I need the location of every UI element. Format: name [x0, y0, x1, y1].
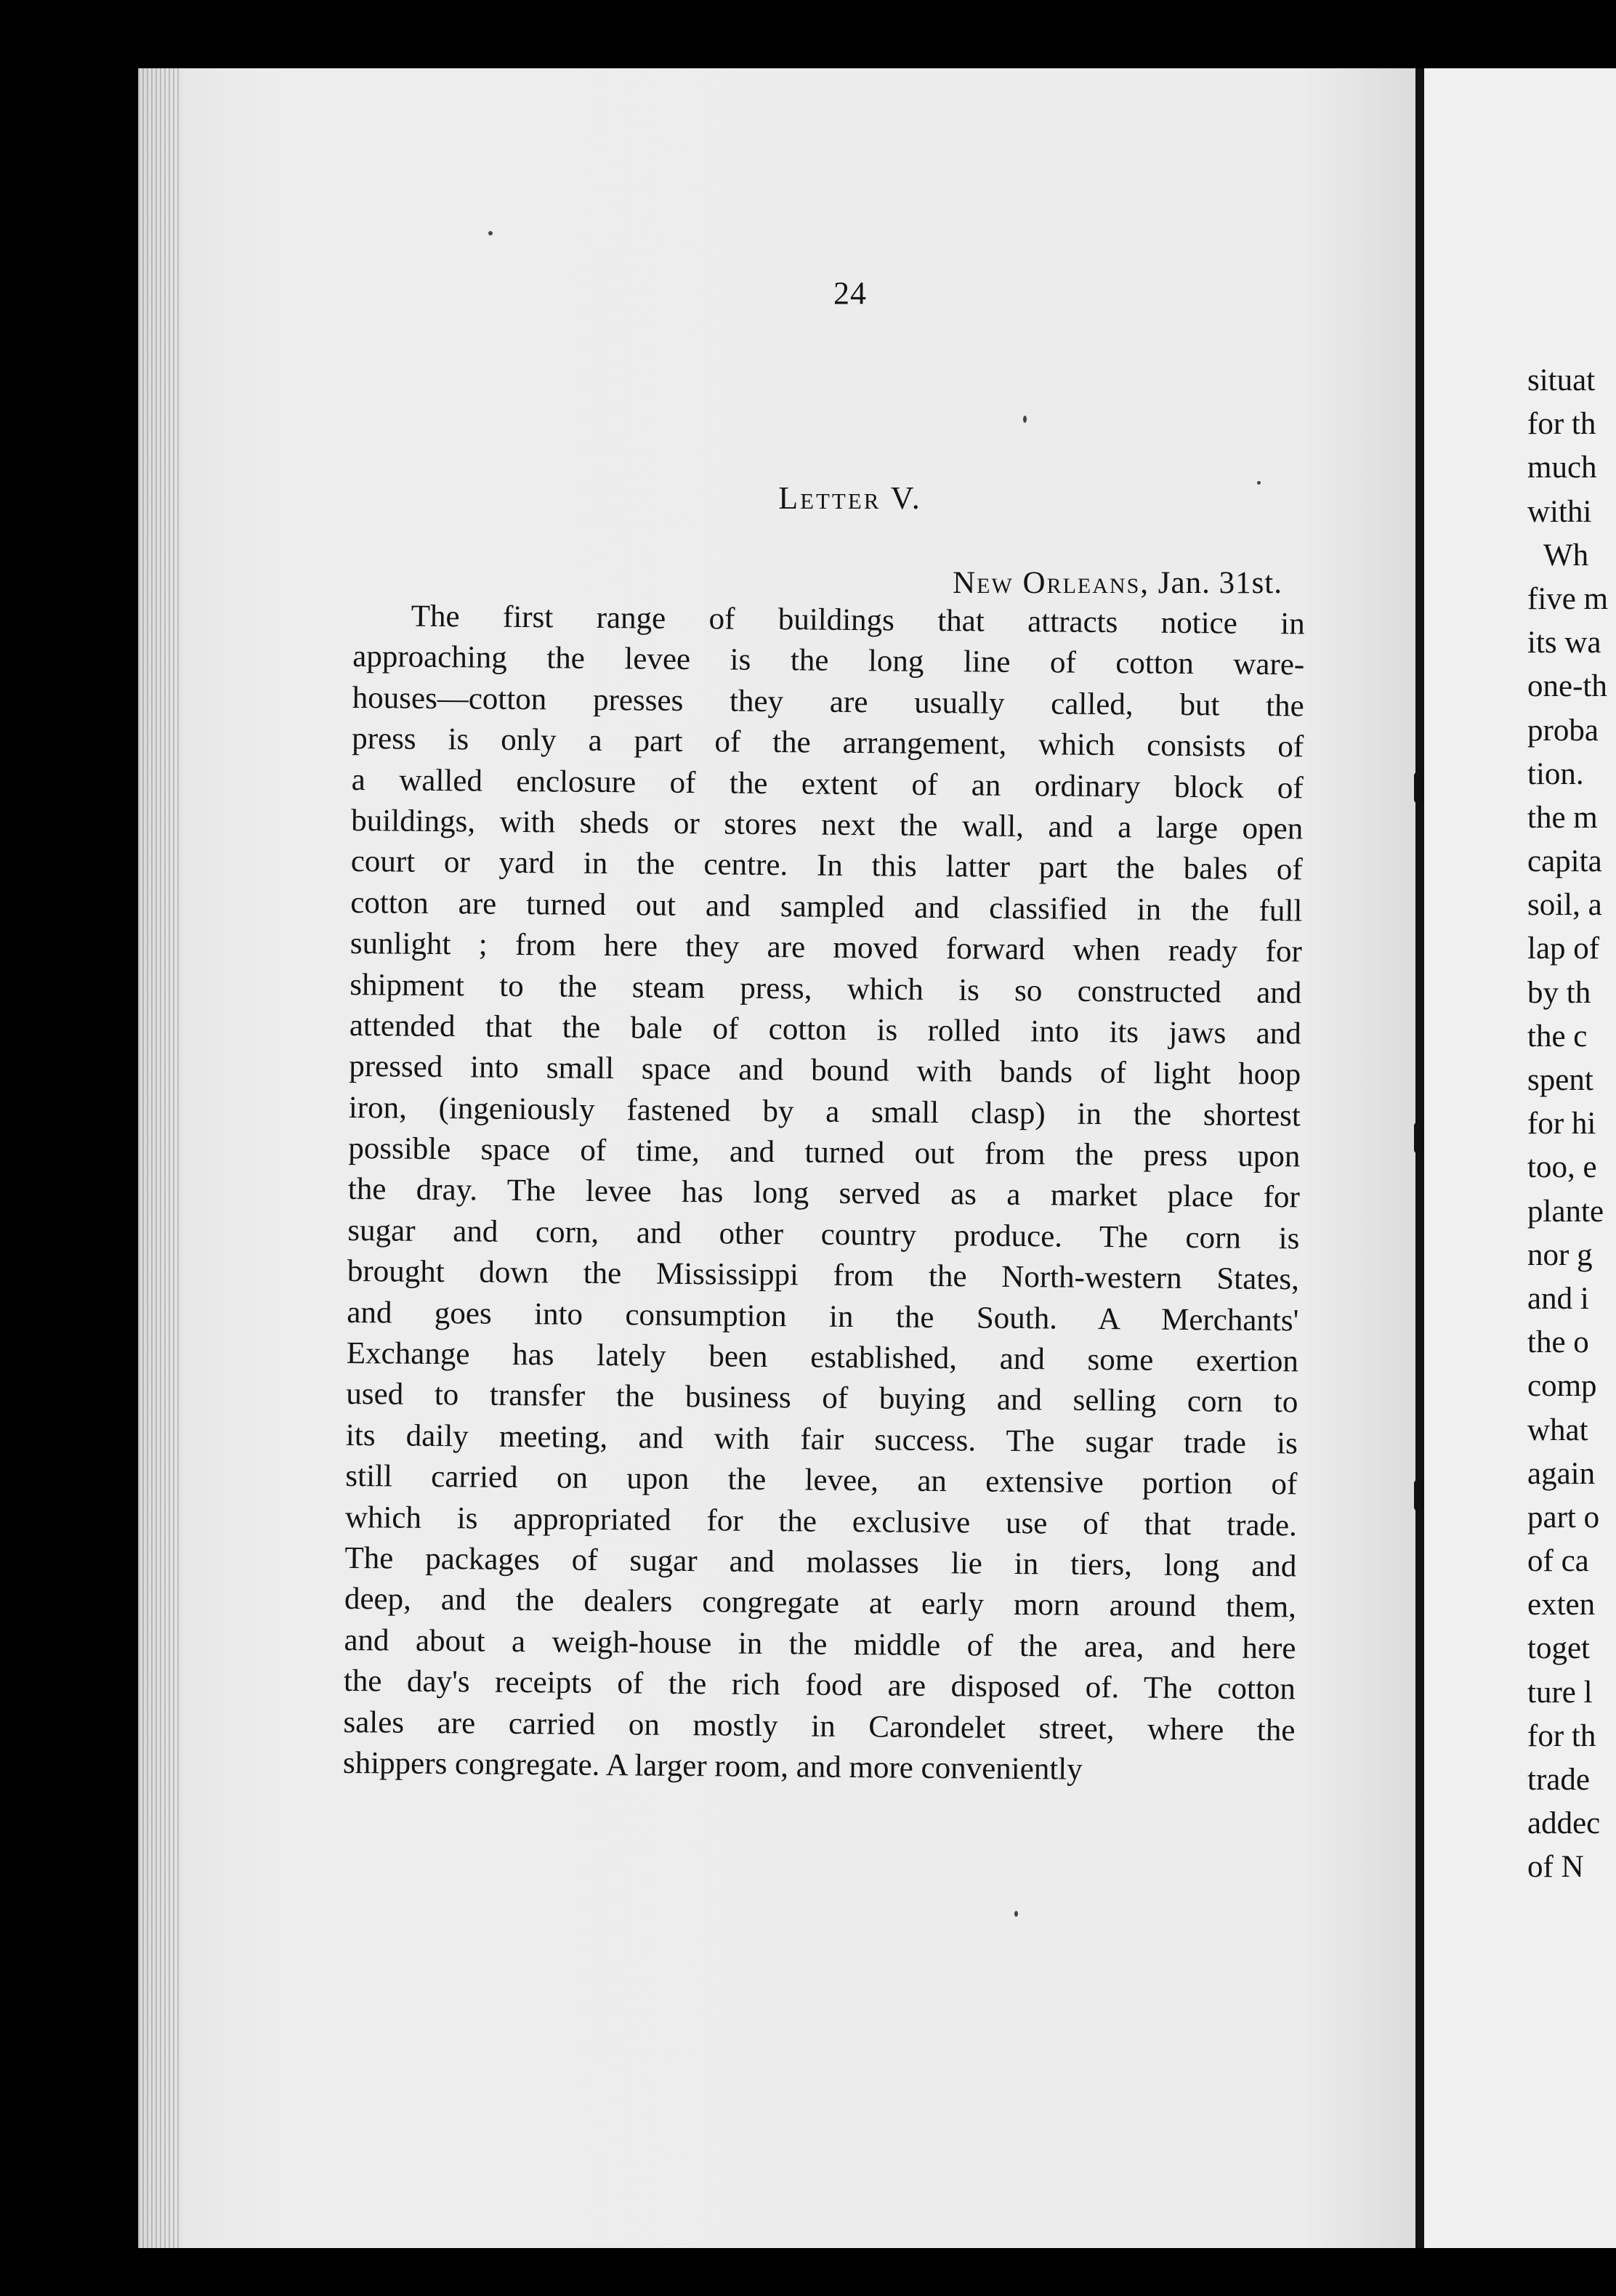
- right-text-line: addec: [1527, 1806, 1601, 1841]
- text-line: its daily meeting, and with fair success. The sugar trade is: [345, 1418, 1298, 1461]
- text-line: still carried on upon the levee, an extensive portion of: [345, 1459, 1298, 1502]
- right-text-line: lap of: [1527, 931, 1600, 966]
- paper-speck: [1023, 416, 1027, 423]
- text-line: a walled enclosure of the extent of an ordinary block of: [351, 762, 1304, 805]
- text-line: buildings, with sheds or stores next the wall, and a large open: [351, 803, 1304, 846]
- text-line: the dray. The levee has long served as a market place for: [347, 1172, 1301, 1215]
- right-text-line: withi: [1527, 494, 1592, 529]
- right-text-line: toget: [1527, 1631, 1590, 1666]
- right-text-line: ture l: [1527, 1675, 1593, 1710]
- text-line: used to transfer the business of buying and selling corn to: [346, 1377, 1298, 1420]
- text-line: possible space of time, and turned out from the press upon: [348, 1131, 1301, 1174]
- text-line: cotton are turned out and sampled and classified in the full: [350, 885, 1303, 929]
- text-line: sugar and corn, and other country produce. The corn is: [347, 1213, 1300, 1256]
- right-text-line: for th: [1527, 1718, 1596, 1753]
- text-line: Exchange has lately been established, and some exertion: [346, 1335, 1299, 1379]
- text-line: sales are carried on mostly in Carondelet street, where the: [343, 1705, 1296, 1747]
- right-text-line: too, e: [1527, 1150, 1597, 1185]
- right-text-line: the m: [1527, 800, 1598, 835]
- text-line: pressed into small space and bound with bands of light hoop: [349, 1049, 1301, 1092]
- binding-clip-2: [1414, 1122, 1424, 1154]
- text-line: The first range of buildings that attracts notice in: [411, 599, 1305, 642]
- dateline-place: New Orleans,: [953, 566, 1150, 600]
- text-line: and about a weigh-house in the middle of the area, and here: [344, 1622, 1296, 1666]
- right-text-line: for th: [1527, 407, 1596, 442]
- text-line: approaching the levee is the long line of cotton ware-: [352, 639, 1305, 682]
- right-text-line: part o: [1527, 1500, 1600, 1535]
- right-text-line: of N: [1527, 1850, 1584, 1885]
- right-text-line: situat: [1527, 363, 1596, 397]
- right-text-line: for hi: [1527, 1107, 1596, 1141]
- paper-speck: [1014, 1911, 1018, 1917]
- text-line: and goes into consumption in the South. A Merchants': [347, 1295, 1299, 1338]
- right-text-line: five m: [1527, 581, 1609, 616]
- right-text-line: again: [1527, 1456, 1596, 1491]
- right-text-line: the c: [1527, 1019, 1588, 1054]
- right-text-line: capita: [1527, 844, 1602, 879]
- body-text: [343, 596, 1305, 1792]
- right-text-line: by th: [1527, 975, 1591, 1010]
- right-text-line: one-th: [1527, 669, 1607, 704]
- right-page-text: [1527, 359, 1616, 1890]
- letter-heading: Letter V.: [778, 480, 922, 516]
- text-line: sunlight ; from here they are moved forward when ready for: [350, 926, 1302, 969]
- text-line: court or yard in the centre. In this latter part the bales of: [350, 844, 1303, 887]
- right-text-line: Wh: [1543, 538, 1589, 573]
- text-line: which is appropriated for the exclusive use of that trade.: [344, 1500, 1298, 1543]
- right-text-line: exten: [1527, 1588, 1596, 1622]
- binding-clip-1: [1414, 772, 1424, 804]
- right-text-line: soil, a: [1527, 888, 1602, 923]
- dateline-date: Jan. 31st.: [1158, 566, 1282, 600]
- page-number: 24: [833, 275, 867, 311]
- page-edges: [138, 68, 182, 2248]
- binding-clip-3: [1414, 1479, 1424, 1511]
- text-line: houses—cotton presses they are usually called, but the: [352, 680, 1304, 724]
- right-text-line: spent: [1527, 1063, 1593, 1097]
- right-text-line: proba: [1527, 713, 1599, 748]
- right-text-line: the o: [1527, 1325, 1589, 1360]
- text-line: brought down the Mississippi from the North-western States,: [347, 1254, 1300, 1297]
- right-text-line: nor g: [1527, 1237, 1593, 1272]
- dateline: [872, 565, 1282, 601]
- right-text-line: and i: [1527, 1281, 1589, 1316]
- text-line: The packages of sugar and molasses lie in tiers, long and: [344, 1540, 1297, 1584]
- text-line: shippers congregate. A larger room, and more conveniently: [342, 1745, 1083, 1787]
- text-line: deep, and the dealers congregate at early morn around them,: [344, 1582, 1297, 1625]
- right-text-line: what: [1527, 1412, 1588, 1447]
- text-line: shipment to the steam press, which is so constructed and: [350, 967, 1302, 1010]
- right-text-line: plante: [1527, 1194, 1604, 1229]
- right-text-line: its wa: [1527, 626, 1601, 660]
- paper-speck: [1257, 481, 1261, 485]
- right-text-line: trade: [1527, 1763, 1590, 1797]
- right-text-line: of ca: [1527, 1544, 1589, 1579]
- right-text-line: tion.: [1527, 756, 1584, 791]
- book-gutter: [1415, 68, 1424, 2248]
- right-text-line: comp: [1527, 1369, 1597, 1404]
- text-line: iron, (ingeniously fastened by a small clasp) in the shortest: [348, 1090, 1301, 1133]
- right-text-line: much: [1527, 450, 1597, 485]
- paper-speck: [488, 231, 493, 235]
- text-line: press is only a part of the arrangement, which consists of: [352, 721, 1304, 764]
- text-line: the day's receipts of the rich food are disposed of. The cotton: [343, 1664, 1296, 1707]
- text-line: attended that the bale of cotton is rolled into its jaws and: [349, 1008, 1301, 1051]
